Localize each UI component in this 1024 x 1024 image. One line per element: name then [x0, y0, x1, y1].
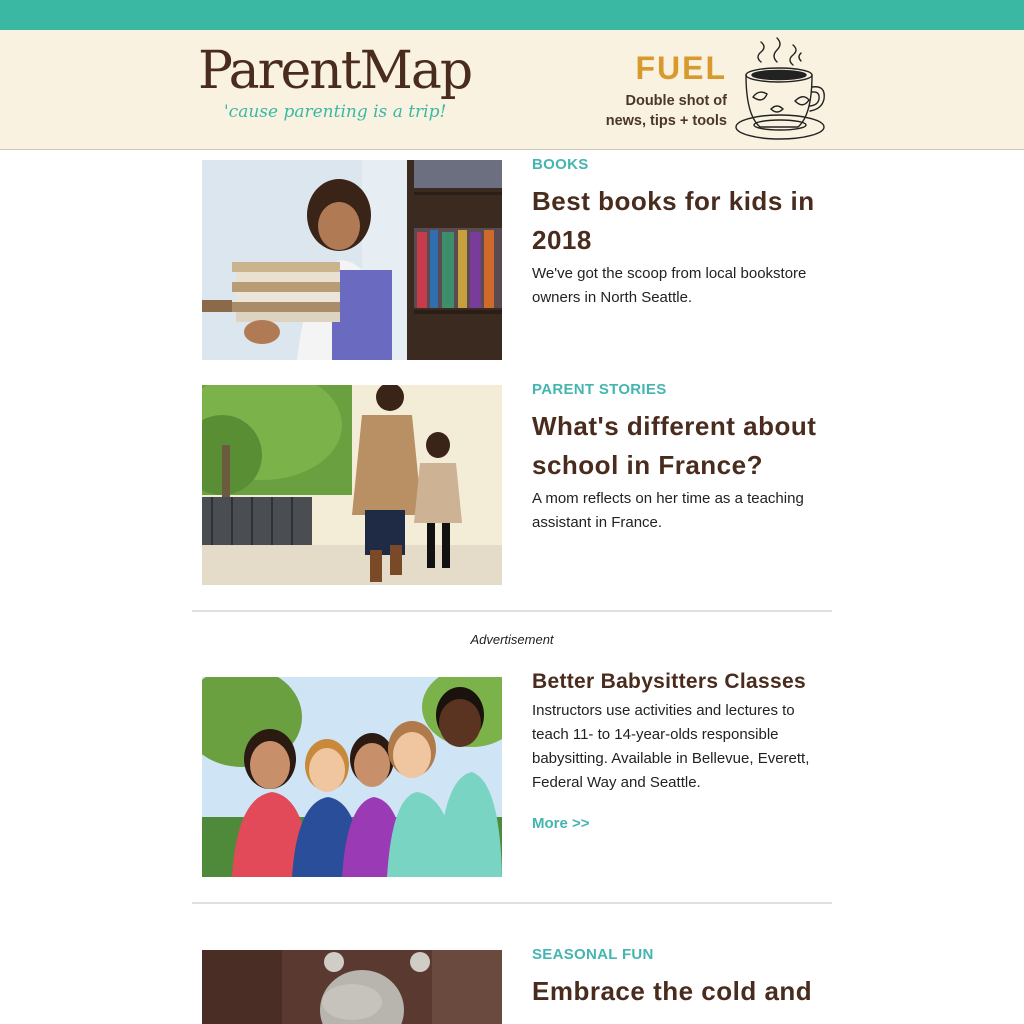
- article-text: [532, 156, 832, 310]
- advertisement-label: Advertisement: [470, 632, 554, 647]
- section-divider: [192, 902, 832, 904]
- article-category[interactable]: BOOKS: [532, 156, 589, 173]
- logo-tagline: 'cause parenting is a trip!: [224, 102, 447, 122]
- newsletter-header: [0, 30, 1024, 150]
- article-description: A mom reflects on her time as a teaching assistant in France.: [532, 490, 804, 531]
- top-accent-bar: [0, 0, 1024, 30]
- coffee-cup-icon: [735, 35, 830, 143]
- article-title[interactable]: Best books for kids in 2018: [532, 186, 815, 255]
- fuel-subtitle-line1: Double shot of: [625, 93, 727, 109]
- ad-more-link[interactable]: More >>: [532, 815, 590, 832]
- fuel-subtitle-line2: news, tips + tools: [605, 113, 727, 129]
- article-thumbnail[interactable]: [202, 950, 502, 1024]
- parentmap-logo[interactable]: ParentMap: [198, 41, 472, 101]
- article-title[interactable]: What's different about school in France?: [532, 411, 817, 480]
- ad-text: [532, 670, 832, 833]
- fuel-title: FUEL: [635, 50, 727, 86]
- ad-description: Instructors use activities and lectures to teach 11- to 14-year-olds responsible babysitting. Available in Bellevue, Everett, Federal Way and Seattle.: [532, 702, 810, 791]
- section-divider: [192, 610, 832, 612]
- article-category[interactable]: SEASONAL FUN: [532, 946, 654, 963]
- fuel-subtitle: [570, 91, 727, 131]
- article-category[interactable]: PARENT STORIES: [532, 381, 667, 398]
- ad-title[interactable]: Better Babysitters Classes: [532, 670, 806, 693]
- article-text: [532, 381, 832, 535]
- article-thumbnail[interactable]: [202, 385, 502, 585]
- article-title[interactable]: Embrace the cold and: [532, 976, 813, 1006]
- article-description: We've got the scoop from local bookstore owners in North Seattle.: [532, 265, 807, 306]
- article-text: [532, 946, 832, 1011]
- article-thumbnail[interactable]: [202, 160, 502, 360]
- ad-thumbnail[interactable]: [202, 677, 502, 877]
